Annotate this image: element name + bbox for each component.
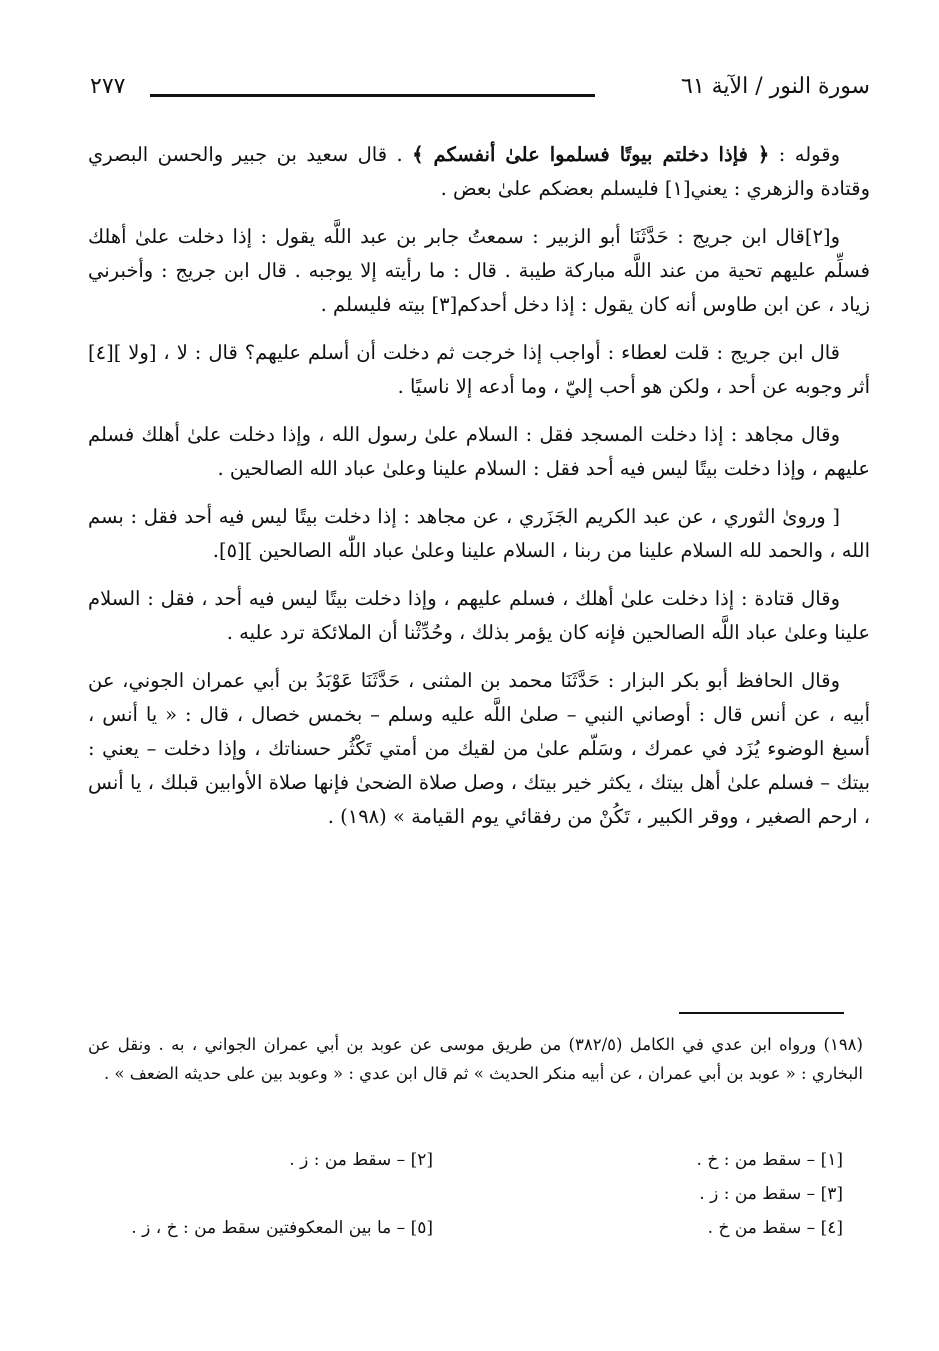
- paragraph: قال ابن جريج : قلت لعطاء : أواجب إذا خرجت ثم دخلت أن أسلم عليهم؟ قال : لا ، [ولا ][٤] أثر وجوبه عن أحد ، ولكن هو أحب إليّ ، وما أدعه إلا ناسيًا .: [88, 341, 870, 398]
- surah-reference: سورة النور / الآية ٦١: [681, 74, 870, 99]
- note-row: [88, 1184, 863, 1218]
- quran-verse: ﴿ فإذا دخلتم بيوتًا فسلموا علىٰ أنفسكم ﴾: [412, 143, 770, 166]
- paragraph: [88, 138, 870, 206]
- main-text: [88, 138, 870, 848]
- page-number: ٢٧٧: [90, 74, 126, 99]
- footnote: (١٩٨) ورواه ابن عدي في الكامل (٣٨٢/٥) من طريق موسى عن عوبد بن أبي عمران الجواني ، به . ونقل عن البخاري : « عوبد بن أبي عمران ، عن أبيه منكر الحديث » ثم قال ابن عدي : « وعوبد بين على حديثه الضعف » .: [88, 1035, 863, 1083]
- note-item: [٣] – سقط من : ز .: [699, 1184, 843, 1204]
- paragraph-text: وقوله :: [769, 143, 840, 166]
- apparatus-notes: [88, 1150, 863, 1252]
- note-item: [٥] – ما بين المعكوفتين سقط من : خ ، ز .: [131, 1218, 433, 1238]
- footnote-rule: [679, 1012, 844, 1014]
- note-row: [88, 1218, 863, 1252]
- paragraph: و[٢]قال ابن جريج : حَدَّثَنَا أبو الزبير : سمعتُ جابر بن عبد اللَّه يقول : إذا دخلت علىٰ أهلك فسلِّم عليهم تحية من عند اللَّه مباركة طيبة . قال : ما رأيته إلا يوجبه . قال ابن جريج : وأخبرني زياد ، عن ابن طاوس أنه كان يقول : إذا دخل أحدكم[٣] بيته فليسلم .: [88, 225, 870, 316]
- note-item: [٤] – سقط من خ .: [707, 1218, 843, 1238]
- note-row: [88, 1150, 863, 1184]
- paragraph: وقال قتادة : إذا دخلت علىٰ أهلك ، فسلم عليهم ، وإذا دخلت بيتًا ليس فيه أحد ، فقل : السلام علينا وعلىٰ عباد اللَّه الصالحين فإنه كان يؤمر بذلك ، وحُدِّثْنا أن الملائكة ترد عليه .: [88, 587, 870, 644]
- paragraph-text: . قال سعيد بن جبير والحسن البصري وقتادة والزهري : يعني[١] فليسلم بعضكم علىٰ بعض .: [88, 143, 870, 200]
- page-header: [90, 70, 870, 110]
- paragraph: وقال مجاهد : إذا دخلت المسجد فقل : السلام علىٰ رسول الله ، وإذا دخلت علىٰ أهلك فسلم عليهم ، وإذا دخلت بيتًا ليس فيه أحد فقل : السلام علينا وعلىٰ عباد الله الصالحين .: [88, 423, 870, 480]
- paragraph: وقال الحافظ أبو بكر البزار : حَدَّثَنَا محمد بن المثنى ، حَدَّثَنَا عَوْبَدُ بن أبي عمران الجوني، عن أبيه ، عن أنس قال : أوصاني النبي – صلىٰ اللَّه عليه وسلم – بخمس خصال ، قال : « يا أنس ، أسبغ الوضوء يُزَد في عمرك ، وسَلّم علىٰ من لقيك من أمتي تَكْثُر حسناتك ، وإذا دخلت – يعني : بيتك – فسلم علىٰ أهل بيتك ، يكثر خير بيتك ، وصل صلاة الضحىٰ فإنها صلاة الأوابين قبلك ، يا أنس ، ارحم الصغير ، ووقر الكبير ، تَكُنْ من رفقائي يوم القيامة » (١٩٨) .: [88, 669, 870, 828]
- header-rule: [150, 94, 595, 97]
- note-item: [٢] – سقط من : ز .: [289, 1150, 433, 1170]
- note-item: [١] – سقط من : خ .: [696, 1150, 843, 1170]
- paragraph: [ وروىٰ الثوري ، عن عبد الكريم الجَزَري ، عن مجاهد : إذا دخلت بيتًا ليس فيه أحد فقل : بسم الله ، والحمد لله السلام علينا من ربنا ، السلام علينا وعلىٰ عباد اللّٰه الصالحين ][٥].: [88, 505, 870, 562]
